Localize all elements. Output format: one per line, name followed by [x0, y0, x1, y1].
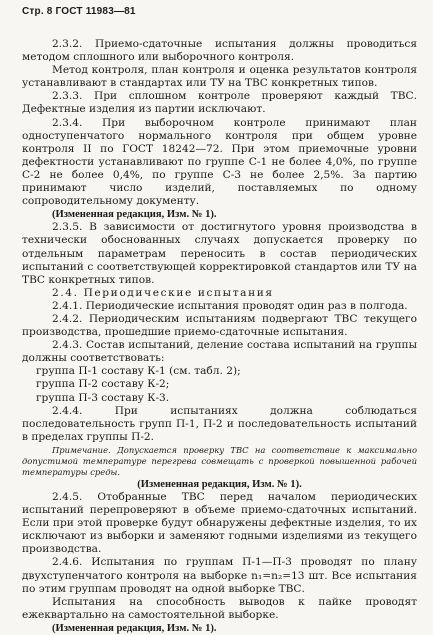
para-2-4-6: 2.4.6. Испытания по группам П-1—П-3 проводят по плану двухступенчатого контроля на выборке n₁=n₂=13 шт. Все испытания по этим группам проводят на одной выборке ТВС. — [22, 556, 417, 595]
list-item-p2: группа П-2 составу К-2; — [36, 378, 170, 391]
para-2-4-4: 2.4.4. При испытаниях должна соблюдаться последовательность групп П-1, П-2 и последовательность испытаний в пределах группы П-2. — [22, 404, 417, 443]
edit-note-3: (Измененная редакция, Изм. № 1). — [52, 622, 217, 634]
note-paragraph: Примечание. Допускается проверку ТВС на соответствие к максимально допустимой температуре перегрева совмещать с проверкой повышенной рабочей температуры среды. — [22, 444, 417, 477]
para-2-4-2: 2.4.2. Периодическим испытаниям подвергают ТВС текущего производства, прошедшие приемо-сдаточные испытания. — [22, 312, 417, 339]
list-item-p3: группа П-3 составу К-3. — [36, 391, 170, 404]
para-2-3-5: 2.3.5. В зависимости от достигнутого уровня производства в технически обоснованных случаях допускается проверку по отдельным параметрам переносить в состав периодических испытаний с соответствующей корректировкой стандартов или ТУ на ТВС конкретных типов. — [22, 221, 417, 286]
para-2-3-2: 2.3.2. Приемо-сдаточные испытания должны проводиться методом сплошного или выборочного контроля. — [22, 38, 417, 64]
edit-note-1: (Измененная редакция, Изм. № 1). — [52, 209, 217, 221]
edit-note-2: (Измененная редакция, Изм. № 1). — [137, 478, 302, 490]
para-2-4-5: 2.4.5. Отобранные ТВС перед началом периодических испытаний перепроверяют в объеме приемо-сдаточных испытаний. Если при этой проверке будут обнаружены дефектные изделия, то их исключают из выборки и заменяют годными изделиями из текущего производства. — [22, 491, 417, 556]
para-2-3-3: 2.3.3. При сплошном контроле проверяют каждый ТВС. Дефектные изделия из партии исключают. — [22, 90, 417, 116]
para-2-4-3: 2.4.3. Состав испытаний, деление состава испытаний на группы должны соответствовать: — [22, 339, 417, 365]
list-item-p1: группа П-1 составу К-1 (см. табл. 2); — [36, 365, 241, 378]
para-solder: Испытания на способность выводов к пайке проводят ежеквартально на самостоятельной выборке. — [22, 595, 417, 621]
section-heading-2-4: 2.4. Периодические испытания — [52, 286, 274, 299]
document-body — [22, 38, 417, 635]
para-2-4-1: 2.4.1. Периодические испытания проводят один раз в полгода. — [52, 299, 408, 312]
para-method: Метод контроля, план контроля и оценка результатов контроля устанавливают в стандартах или ТУ на ТВС конкретных типов. — [22, 64, 417, 90]
page-header: Стр. 8 ГОСТ 11983—81 — [22, 6, 136, 17]
para-2-3-4: 2.3.4. При выборочном контроле принимают план одноступенчатого нормального контроля при общем уровне контроля II по ГОСТ 18242—72. При этом приемочные уровни дефектности устанавливают по группе С-1 не более 4,0%, по группе С-2 не более 0,4%, по группе С-3 не более 2,5%. За партию принимают число изделий, поставляемых по одному сопроводительному документу. — [22, 116, 417, 208]
